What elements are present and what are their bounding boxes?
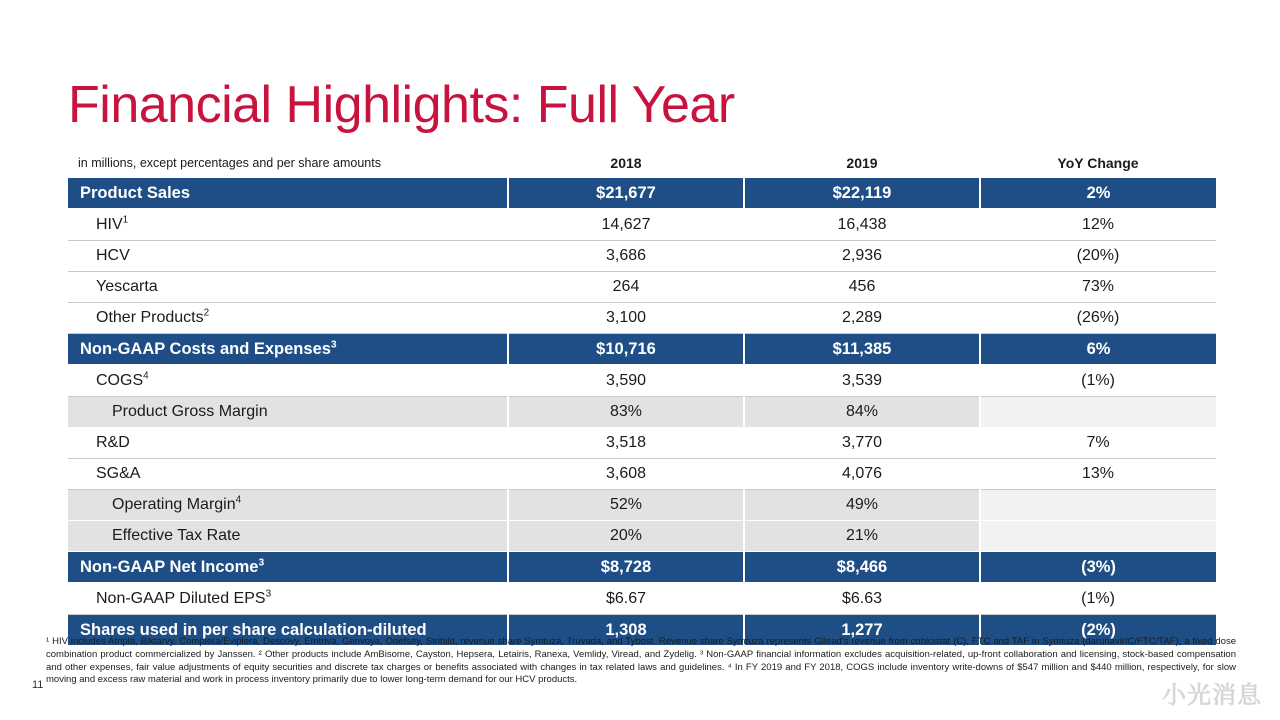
cell-2019: $8,466 [744, 552, 980, 584]
cell-yoy [980, 521, 1216, 552]
row-label: Other Products$^2$ [68, 303, 508, 334]
cell-2019: $11,385 [744, 334, 980, 366]
footnote-marker: 4 [143, 370, 149, 382]
row-label: HIV$^1$ [68, 209, 508, 241]
table-row [68, 397, 1216, 428]
table-row [68, 490, 1216, 521]
table-header-row [68, 148, 1216, 178]
cell-yoy: (3%) [980, 552, 1216, 584]
cell-yoy [980, 397, 1216, 428]
financial-highlights-table [68, 148, 1216, 647]
cell-yoy: 7% [980, 428, 1216, 459]
cell-2018: 3,100 [508, 303, 744, 334]
row-label: Non-GAAP Costs and Expenses$^3$ [68, 334, 508, 366]
table-row [68, 272, 1216, 303]
row-label: SG&A [68, 459, 508, 490]
column-header-2018: 2018 [610, 155, 642, 171]
cell-2018: $21,677 [508, 178, 744, 209]
cell-2018: 1,308 [508, 615, 744, 647]
row-label: Product Sales [68, 178, 508, 209]
cell-yoy: (26%) [980, 303, 1216, 334]
cell-yoy: (2%) [980, 615, 1216, 647]
cell-yoy: 73% [980, 272, 1216, 303]
row-label: Effective Tax Rate [68, 521, 508, 552]
cell-2019: 21% [744, 521, 980, 552]
cell-2018: 14,627 [508, 209, 744, 241]
table-row [68, 583, 1216, 615]
page-number: 11 [32, 679, 44, 691]
table-row [68, 178, 1216, 209]
footnote-marker: 1 [122, 214, 129, 226]
column-header-yoy: YoY Change [1057, 155, 1139, 171]
cell-2019: 49% [744, 490, 980, 521]
row-label: Non-GAAP Net Income$^3$ [68, 552, 508, 584]
cell-2019: 2,936 [744, 241, 980, 272]
cell-2018: 264 [508, 272, 744, 303]
table-row [68, 334, 1216, 366]
table-row [68, 459, 1216, 490]
cell-yoy: 12% [980, 209, 1216, 241]
footnote-marker: 2 [203, 307, 210, 319]
cell-2018: 3,608 [508, 459, 744, 490]
table-units-label: in millions, except percentages and per share amounts [78, 156, 381, 170]
table-row [68, 365, 1216, 397]
cell-2018: 3,686 [508, 241, 744, 272]
cell-yoy: 6% [980, 334, 1216, 366]
footnote-marker: 4 [235, 494, 242, 506]
table-row [68, 521, 1216, 552]
footnotes: ¹ HIV includes Atripla, Biktarvy, Complera/Eviplera, Descovy, Emtriva, Genvoya, Odefsey, Stribild, revenue share Symtuza, Truvada, and Tybost. Revenue share Symtuza represents Gilead’s revenue from cobicistat (C), FTC and TAF in Symtuza (darunavir/C/FTC/TAF), a fixed dose combination product commercialized by Janssen. ² Other products include AmBisome, Cayston, Hepsera, Letairis, Ranexa, Vemlidy, Viread, and Zydelig. ³ Non-GAAP financial information excludes acquisition-related, up-front collaboration and licensing, stock-based compensation and other expenses, fair value adjustments of equity securities and discrete tax charges or benefits associated with changes in tax related laws and guidelines. ⁴ In FY 2019 and FY 2018, COGS include inventory write-downs of $547 million and $440 million, respectively, for slow moving and excess raw material and work in process inventory primarily due to lower long-term demand for our HCV products. [46, 636, 1236, 686]
cell-yoy: 13% [980, 459, 1216, 490]
cell-yoy: (1%) [980, 365, 1216, 397]
table-row [68, 428, 1216, 459]
footnote-marker: 3 [258, 557, 265, 568]
table-row [68, 209, 1216, 241]
cell-yoy: (1%) [980, 583, 1216, 615]
cell-yoy: (20%) [980, 241, 1216, 272]
cell-2019: $22,119 [744, 178, 980, 209]
cell-2018: $8,728 [508, 552, 744, 584]
cell-2018: 3,590 [508, 365, 744, 397]
row-label: R&D [68, 428, 508, 459]
cell-2018: 20% [508, 521, 744, 552]
cell-2018: $10,716 [508, 334, 744, 366]
cell-2019: 456 [744, 272, 980, 303]
row-label: Product Gross Margin [68, 397, 508, 428]
row-label: Operating Margin$^4$ [68, 490, 508, 521]
cell-2018: 52% [508, 490, 744, 521]
row-label: Non-GAAP Diluted EPS$^3$ [68, 583, 508, 615]
table-row [68, 552, 1216, 584]
row-label: Yescarta [68, 272, 508, 303]
table-row [68, 303, 1216, 334]
cell-2019: 3,770 [744, 428, 980, 459]
row-label: COGS$^4$ [68, 365, 508, 397]
row-label: HCV [68, 241, 508, 272]
cell-2019: 16,438 [744, 209, 980, 241]
cell-2018: 83% [508, 397, 744, 428]
cell-2019: 3,539 [744, 365, 980, 397]
page-title: Financial Highlights: Full Year [68, 76, 735, 134]
column-header-2019: 2019 [846, 155, 878, 171]
cell-yoy [980, 490, 1216, 521]
cell-2018: 3,518 [508, 428, 744, 459]
cell-2019: 84% [744, 397, 980, 428]
cell-2019: 4,076 [744, 459, 980, 490]
footnote-marker: 3 [330, 339, 337, 350]
footnote-marker: 3 [265, 588, 272, 600]
row-label: Shares used in per share calculation-diluted [68, 615, 508, 647]
cell-2019: 1,277 [744, 615, 980, 647]
cell-2019: $6.63 [744, 583, 980, 615]
cell-yoy: 2% [980, 178, 1216, 209]
table-row [68, 241, 1216, 272]
cell-2019: 2,289 [744, 303, 980, 334]
watermark: 小光消息 [1162, 682, 1262, 709]
cell-2018: $6.67 [508, 583, 744, 615]
